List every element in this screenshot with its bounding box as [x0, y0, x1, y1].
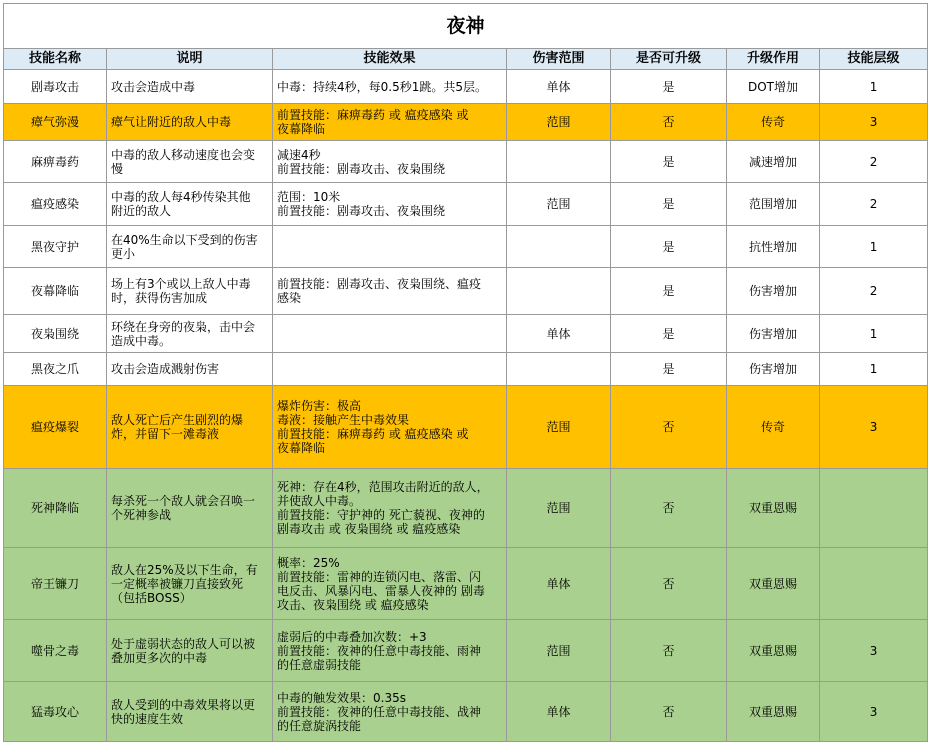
- level-cell[interactable]: 1: [820, 315, 928, 353]
- damage-range-cell[interactable]: [507, 353, 611, 386]
- upgradable-cell[interactable]: 否: [611, 469, 727, 548]
- effect-cell[interactable]: [273, 620, 507, 682]
- effect-cell[interactable]: [273, 141, 507, 183]
- skill-table: [3, 3, 928, 742]
- effect-line: 前置技能：夜神的任意中毒技能、战神: [277, 704, 482, 719]
- upgrade-effect-cell[interactable]: 双重恩赐: [727, 469, 820, 548]
- effect-line: 剧毒攻击 或 夜枭围绕 或 瘟疫感染: [277, 522, 461, 536]
- effect-cell[interactable]: [273, 226, 507, 268]
- table-row: [4, 70, 928, 104]
- upgradable-cell[interactable]: 否: [611, 104, 727, 141]
- effect-line: 前置技能：剧毒攻击、夜枭围绕: [277, 161, 446, 176]
- header-effect: 技能效果: [273, 49, 507, 70]
- effect-line: 爆炸伤害：极高: [277, 399, 362, 413]
- description-cell[interactable]: [107, 141, 273, 183]
- upgrade-effect-cell[interactable]: 双重恩赐: [727, 548, 820, 620]
- upgradable-cell[interactable]: 是: [611, 226, 727, 268]
- effect-line: 前置技能：剧毒攻击、夜枭围绕、瘟疫: [277, 277, 482, 291]
- description-cell[interactable]: [107, 268, 273, 315]
- effect-line: 死神：存在4秒，范围攻击附近的敌人，: [277, 480, 489, 494]
- description-line: 场上有3个或以上敌人中毒: [111, 277, 251, 291]
- description-line: 时，获得伤害加成: [111, 291, 208, 305]
- effect-line: 前置技能：守护神的 死亡藐视、夜神的: [277, 508, 485, 522]
- sheet-title: 夜神: [4, 4, 928, 49]
- description-line: 中毒的敌人每4秒传染其他: [111, 190, 251, 204]
- upgradable-cell[interactable]: 是: [611, 70, 727, 104]
- description-cell[interactable]: [107, 104, 273, 141]
- description-cell[interactable]: [107, 548, 273, 620]
- damage-range-cell[interactable]: 范围: [507, 469, 611, 548]
- upgrade-effect-cell[interactable]: 伤害增加: [727, 353, 820, 386]
- damage-range-cell[interactable]: 单体: [507, 548, 611, 620]
- effect-line: 前置技能：夜神的任意中毒技能、雨神: [277, 643, 482, 658]
- effect-line: 感染: [277, 291, 302, 305]
- description-line: 快的速度生效: [111, 711, 184, 726]
- table-row: [4, 386, 928, 469]
- description-cell[interactable]: [107, 620, 273, 682]
- description-line: 造成中毒。: [111, 333, 172, 348]
- damage-range-cell[interactable]: 范围: [507, 104, 611, 141]
- header-upgradable: 是否可升级: [611, 49, 727, 70]
- effect-cell[interactable]: [273, 548, 507, 620]
- table-row: [4, 469, 928, 548]
- level-cell[interactable]: [820, 469, 928, 548]
- upgrade-effect-cell[interactable]: 抗性增加: [727, 226, 820, 268]
- effect-cell[interactable]: [273, 268, 507, 315]
- description-line: 炸，并留下一滩毒液: [111, 427, 220, 441]
- effect-line: 概率：25%: [277, 555, 340, 570]
- description-line: 个死神参战: [111, 508, 172, 522]
- description-cell[interactable]: [107, 469, 273, 548]
- description-line: （包括BOSS）: [111, 590, 192, 605]
- description-line: 叠加更多次的中毒: [111, 650, 208, 665]
- effect-cell[interactable]: [273, 315, 507, 353]
- effect-line: 攻击、夜枭围绕 或 瘟疫感染: [277, 597, 429, 612]
- damage-range-cell[interactable]: [507, 141, 611, 183]
- description-cell[interactable]: [107, 226, 273, 268]
- table-row: [4, 183, 928, 226]
- damage-range-cell[interactable]: 单体: [507, 682, 611, 742]
- level-cell[interactable]: 3: [820, 104, 928, 141]
- damage-range-cell[interactable]: [507, 268, 611, 315]
- damage-range-cell[interactable]: [507, 226, 611, 268]
- header-row: [4, 49, 928, 70]
- effect-line: 电反击、风暴闪电、雷暴人夜神的 剧毒: [277, 583, 485, 598]
- upgradable-cell[interactable]: 是: [611, 315, 727, 353]
- effect-cell[interactable]: [273, 183, 507, 226]
- description-line: 附近的敌人: [111, 204, 172, 218]
- skill-name-cell[interactable]: 麻痹毒药: [4, 141, 107, 183]
- effect-line: 前置技能：麻痹毒药 或 瘟疫感染 或: [277, 427, 469, 441]
- damage-range-cell[interactable]: 单体: [507, 70, 611, 104]
- effect-cell[interactable]: [273, 70, 507, 104]
- skill-name-cell[interactable]: 瘴气弥漫: [4, 104, 107, 141]
- table-row: [4, 315, 928, 353]
- skill-name-cell[interactable]: 瘟疫爆裂: [4, 386, 107, 469]
- table-row: [4, 682, 928, 742]
- effect-cell[interactable]: [273, 469, 507, 548]
- upgrade-effect-cell[interactable]: 传奇: [727, 386, 820, 469]
- skill-name-cell[interactable]: 剧毒攻击: [4, 70, 107, 104]
- effect-cell[interactable]: [273, 682, 507, 742]
- effect-line: 并使敌人中毒。: [277, 494, 362, 508]
- description-line: 中毒的敌人移动速度也会变: [111, 147, 256, 162]
- upgrade-effect-cell[interactable]: 伤害增加: [727, 315, 820, 353]
- table-row: [4, 548, 928, 620]
- description-cell[interactable]: [107, 183, 273, 226]
- header-damage-range: 伤害范围: [507, 49, 611, 70]
- effect-line: 中毒：持续4秒，每0.5秒1跳。共5层。: [277, 79, 487, 94]
- description-cell[interactable]: [107, 682, 273, 742]
- damage-range-cell[interactable]: 范围: [507, 386, 611, 469]
- description-line: 环绕在身旁的夜枭，击中会: [111, 319, 256, 334]
- effect-line: 的任意虚弱技能: [277, 657, 362, 672]
- table-row: [4, 226, 928, 268]
- level-cell[interactable]: 2: [820, 268, 928, 315]
- upgradable-cell[interactable]: 是: [611, 353, 727, 386]
- effect-line: 减速4秒: [277, 147, 321, 162]
- upgradable-cell[interactable]: 是: [611, 268, 727, 315]
- upgrade-effect-cell[interactable]: 伤害增加: [727, 268, 820, 315]
- effect-line: 毒液：接触产生中毒效果: [277, 413, 410, 427]
- upgradable-cell[interactable]: 否: [611, 682, 727, 742]
- damage-range-cell[interactable]: 范围: [507, 620, 611, 682]
- description-cell[interactable]: [107, 353, 273, 386]
- level-cell[interactable]: 3: [820, 620, 928, 682]
- effect-cell[interactable]: [273, 353, 507, 386]
- skill-name-cell[interactable]: 噬骨之毒: [4, 620, 107, 682]
- skill-name-cell[interactable]: 猛毒攻心: [4, 682, 107, 742]
- description-line: 在40%生命以下受到的伤害: [111, 232, 258, 247]
- upgrade-effect-cell[interactable]: 传奇: [727, 104, 820, 141]
- upgrade-effect-cell[interactable]: 减速增加: [727, 141, 820, 183]
- table-row: [4, 268, 928, 315]
- effect-line: 前置技能：麻痹毒药 或 瘟疫感染 或: [277, 108, 469, 122]
- header-description: 说明: [107, 49, 273, 70]
- upgrade-effect-cell[interactable]: DOT增加: [727, 70, 820, 104]
- skill-name-cell[interactable]: 黑夜守护: [4, 226, 107, 268]
- skill-name-cell[interactable]: 夜枭围绕: [4, 315, 107, 353]
- description-line: 处于虚弱状态的敌人可以被: [111, 636, 256, 651]
- upgradable-cell[interactable]: 否: [611, 620, 727, 682]
- level-cell[interactable]: 1: [820, 226, 928, 268]
- description-line: 一定概率被镰刀直接致死: [111, 576, 244, 591]
- skill-name-cell[interactable]: 帝王镰刀: [4, 548, 107, 620]
- damage-range-cell[interactable]: 范围: [507, 183, 611, 226]
- description-line: 更小: [111, 246, 136, 261]
- effect-line: 夜幕降临: [277, 441, 326, 455]
- effect-line: 前置技能：剧毒攻击、夜枭围绕: [277, 204, 446, 218]
- description-line: 敌人死亡后产生剧烈的爆: [111, 413, 244, 427]
- level-cell[interactable]: 2: [820, 183, 928, 226]
- level-cell[interactable]: 1: [820, 70, 928, 104]
- upgradable-cell[interactable]: 是: [611, 183, 727, 226]
- upgradable-cell[interactable]: 否: [611, 386, 727, 469]
- table-row: [4, 141, 928, 183]
- skill-name-cell[interactable]: 死神降临: [4, 469, 107, 548]
- description-line: 瘴气让附近的敌人中毒: [111, 115, 232, 129]
- description-line: 攻击会造成中毒: [111, 79, 196, 94]
- description-cell[interactable]: [107, 386, 273, 469]
- upgrade-effect-cell[interactable]: 双重恩赐: [727, 620, 820, 682]
- skill-name-cell[interactable]: 夜幕降临: [4, 268, 107, 315]
- level-cell[interactable]: 2: [820, 141, 928, 183]
- upgrade-effect-cell[interactable]: 范围增加: [727, 183, 820, 226]
- description-line: 每杀死一个敌人就会召唤一: [111, 494, 256, 508]
- skill-name-cell[interactable]: 瘟疫感染: [4, 183, 107, 226]
- description-cell[interactable]: [107, 315, 273, 353]
- level-cell[interactable]: 1: [820, 353, 928, 386]
- effect-line: 前置技能：雷神的连锁闪电、落雷、闪: [277, 569, 482, 584]
- level-cell[interactable]: [820, 548, 928, 620]
- table-row: [4, 353, 928, 386]
- table-row: [4, 104, 928, 141]
- upgradable-cell[interactable]: 否: [611, 548, 727, 620]
- effect-cell[interactable]: [273, 386, 507, 469]
- header-level: 技能层级: [820, 49, 928, 70]
- effect-cell[interactable]: [273, 104, 507, 141]
- level-cell[interactable]: 3: [820, 682, 928, 742]
- effect-line: 虚弱后的中毒叠加次数：+3: [277, 629, 427, 644]
- level-cell[interactable]: 3: [820, 386, 928, 469]
- description-line: 慢: [111, 161, 124, 176]
- header-skill-name: 技能名称: [4, 49, 107, 70]
- table-row: [4, 620, 928, 682]
- effect-line: 中毒的触发效果：0.35s: [277, 690, 406, 705]
- damage-range-cell[interactable]: 单体: [507, 315, 611, 353]
- skill-name-cell[interactable]: 黑夜之爪: [4, 353, 107, 386]
- description-cell[interactable]: [107, 70, 273, 104]
- upgrade-effect-cell[interactable]: 双重恩赐: [727, 682, 820, 742]
- description-line: 攻击会造成溅射伤害: [111, 362, 220, 376]
- effect-line: 夜幕降临: [277, 122, 326, 136]
- description-line: 敌人受到的中毒效果将以更: [111, 697, 256, 712]
- effect-line: 的任意旋涡技能: [277, 718, 362, 733]
- upgradable-cell[interactable]: 是: [611, 141, 727, 183]
- header-upgrade-effect: 升级作用: [727, 49, 820, 70]
- description-line: 敌人在25%及以下生命，有: [111, 562, 258, 577]
- effect-line: 范围：10米: [277, 190, 341, 204]
